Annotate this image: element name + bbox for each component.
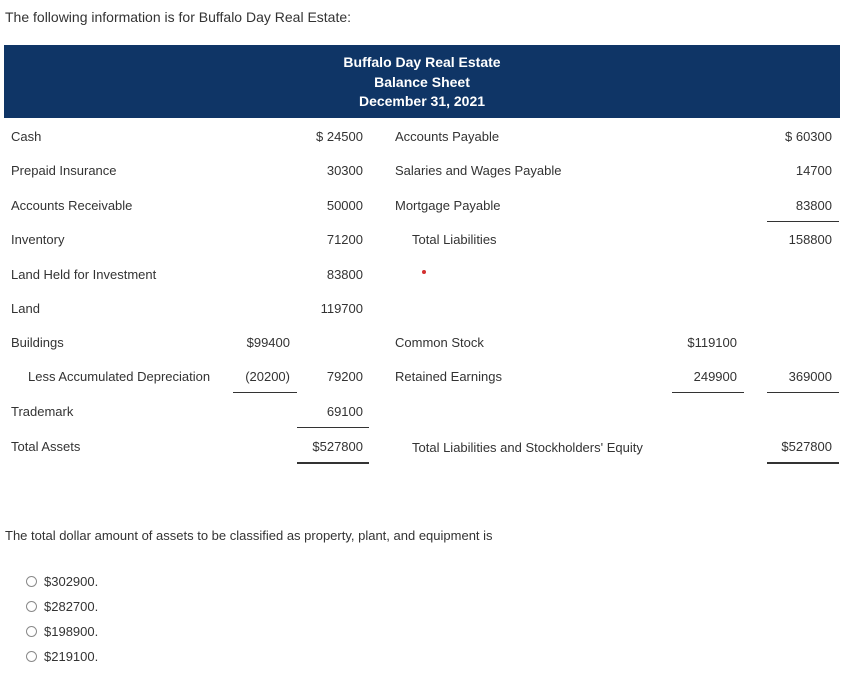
land-label: Land (11, 301, 40, 316)
buildings-label: Buildings (11, 335, 64, 350)
total-liabilities-label: Total Liabilities (412, 232, 497, 247)
land-investment-label: Land Held for Investment (11, 267, 157, 282)
total-equity-underline (767, 392, 839, 393)
trademark-label: Trademark (11, 404, 74, 419)
common-stock-label: Common Stock (395, 335, 484, 350)
accounts-payable-value: $ 60300 (785, 129, 832, 144)
answer-option-label: $282700. (44, 598, 99, 614)
statement-date: December 31, 2021 (358, 93, 486, 109)
accum-depr-underline (233, 392, 297, 393)
red-dot-marker (422, 270, 426, 274)
intro-text: The following information is for Buffalo Day Real Estate: (5, 9, 352, 25)
company-name: Buffalo Day Real Estate (343, 54, 501, 70)
mortgage-payable-value: 83800 (795, 198, 832, 213)
retained-earnings-value: 249900 (693, 369, 737, 384)
question-text: The total dollar amount of assets to be classified as property, plant, and equipment is (5, 528, 493, 543)
accum-depr-value: (20200) (245, 369, 290, 384)
answer-option-1[interactable] (26, 572, 98, 590)
total-assets-label: Total Assets (11, 439, 81, 454)
land-value: 119700 (320, 301, 363, 316)
radio-icon[interactable] (26, 626, 37, 637)
trademark-underline (297, 427, 369, 428)
total-assets-double-underline (297, 462, 369, 464)
mortgage-underline (767, 221, 839, 222)
prepaid-insurance-value: 30300 (326, 163, 363, 178)
salaries-payable-label: Salaries and Wages Payable (395, 163, 562, 178)
radio-icon[interactable] (26, 651, 37, 662)
accounts-payable-label: Accounts Payable (395, 129, 500, 144)
mortgage-payable-label: Mortgage Payable (395, 198, 501, 213)
total-liabilities-value: 158800 (788, 232, 832, 247)
balance-sheet-header (4, 45, 840, 118)
answer-option-4[interactable] (26, 647, 98, 665)
total-assets-value: $527800 (312, 439, 363, 454)
cash-value: $ 24500 (316, 129, 363, 144)
accum-depr-label: Less Accumulated Depreciation (28, 369, 211, 384)
answer-option-label: $219100. (44, 648, 99, 664)
accounts-receivable-value: 50000 (326, 198, 363, 213)
common-stock-value: $119100 (687, 335, 737, 350)
buildings-net-value: 79200 (326, 369, 363, 384)
retained-earnings-label: Retained Earnings (395, 369, 502, 384)
retained-earnings-underline (672, 392, 744, 393)
answer-option-2[interactable] (26, 597, 98, 615)
answer-option-label: $198900. (44, 623, 99, 639)
total-liabilities-equity-double-underline (767, 462, 839, 464)
total-liabilities-equity-label: Total Liabilities and Stockholders' Equity (412, 440, 643, 455)
total-equity-value: 369000 (788, 369, 832, 384)
buildings-value: $99400 (246, 335, 290, 350)
salaries-payable-value: 14700 (795, 163, 832, 178)
total-liabilities-equity-value: $527800 (781, 439, 832, 454)
prepaid-insurance-label: Prepaid Insurance (11, 163, 117, 178)
answer-option-label: $302900. (44, 573, 99, 589)
inventory-value: 71200 (326, 232, 363, 247)
cash-label: Cash (11, 129, 42, 144)
land-investment-value: 83800 (326, 267, 363, 282)
answer-option-3[interactable] (26, 622, 98, 640)
radio-icon[interactable] (26, 601, 37, 612)
accounts-receivable-label: Accounts Receivable (11, 198, 133, 213)
radio-icon[interactable] (26, 576, 37, 587)
statement-title: Balance Sheet (374, 73, 470, 90)
inventory-label: Inventory (11, 232, 65, 247)
trademark-value: 69100 (326, 404, 363, 419)
